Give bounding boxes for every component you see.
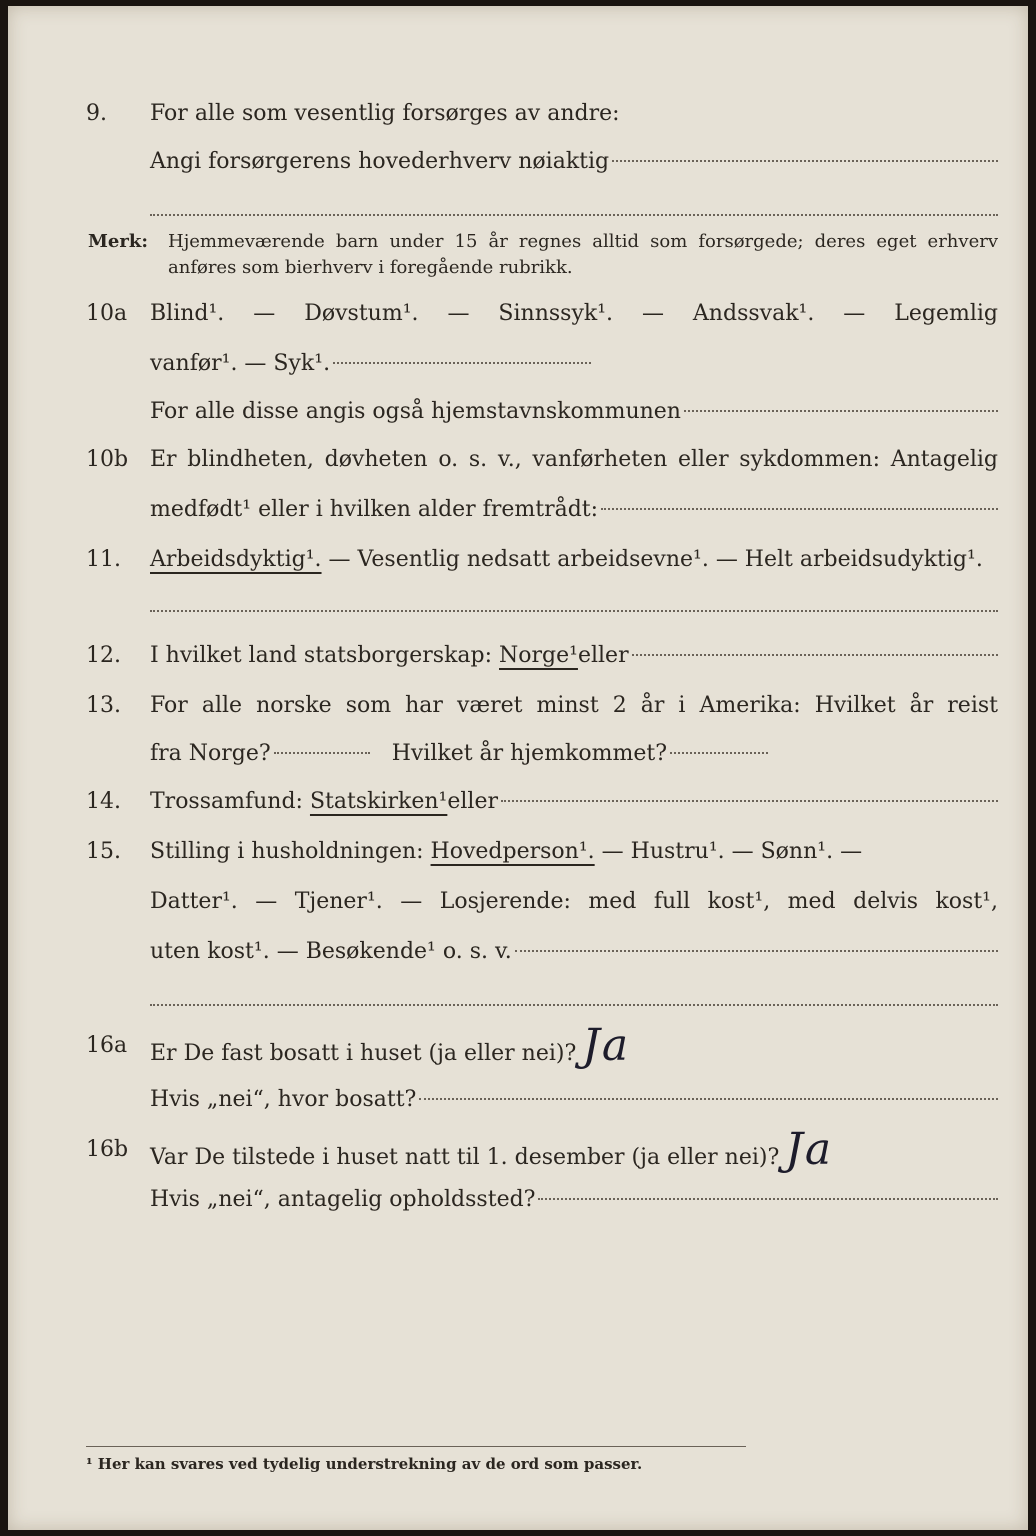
q15-line3	[0, 932, 1036, 976]
q16a-subprompt: Hvis „nei“, hvor bosatt?	[150, 1087, 417, 1112]
q14-selected-option[interactable]: Statskirken¹	[309, 789, 448, 814]
footnote-divider	[86, 1446, 746, 1447]
q9-number: 9.	[86, 101, 107, 126]
q13-left-prompt: fra Norge?	[150, 741, 271, 766]
q15-number: 15.	[86, 839, 121, 864]
q14-answer-field[interactable]	[501, 800, 998, 802]
q15-selected-option[interactable]: Hovedperson¹.	[430, 839, 595, 864]
q10b-number: 10b	[86, 447, 129, 472]
q15-line1	[0, 832, 1036, 876]
q16a-line1	[0, 1020, 1036, 1071]
q14-line	[0, 782, 1036, 826]
q12-number: 12.	[86, 643, 121, 668]
merk-text-1: Hjemmeværende barn under 15 år regnes alltid som forsørgede; deres eget erhverv	[168, 231, 998, 252]
q11-line	[0, 540, 1036, 584]
q13-number: 13.	[86, 693, 121, 718]
q13-left-field[interactable]	[274, 752, 370, 754]
q9-line1	[0, 94, 1036, 138]
q9-answer-field[interactable]	[612, 160, 998, 162]
q10a-options-2: vanfør¹. — Syk¹.	[150, 351, 331, 376]
q13-right-prompt: Hvilket år hjemkommet?	[391, 741, 668, 766]
q12-else: eller	[577, 643, 629, 668]
q13-prompt: For alle norske som har været minst 2 år i Amerika: Hvilket år reist	[150, 693, 998, 718]
q16a-answer-field[interactable]	[419, 1098, 998, 1100]
q16b-line1	[0, 1124, 1036, 1175]
q12-selected-option[interactable]: Norge¹	[499, 643, 578, 668]
q9-prompt: For alle som vesentlig forsørges av andre:	[150, 101, 620, 126]
q15-extra-answer-line[interactable]	[150, 1004, 998, 1006]
q10b-line1	[0, 440, 1036, 484]
q9-extra-answer-line[interactable]	[150, 214, 998, 216]
q10b-prompt-2: medfødt¹ eller i hvilken alder fremtrådt:	[150, 497, 599, 522]
q10a-answer-field[interactable]	[333, 362, 591, 364]
q16a-number: 16a	[86, 1033, 128, 1058]
q12-line	[0, 636, 1036, 680]
q10a-options: Blind¹. — Døvstum¹. — Sinnssyk¹. — Andssvak¹. — Legemlig	[150, 301, 998, 326]
q11-number: 11.	[86, 547, 121, 572]
q10a-line1	[0, 294, 1036, 338]
q15-options-2[interactable]: Datter¹. — Tjener¹. — Losjerende: med full kost¹, med delvis kost¹,	[150, 889, 998, 914]
q16b-line2	[0, 1180, 1036, 1224]
q16a-prompt: Er De fast bosatt i huset (ja eller nei)?	[150, 1041, 577, 1066]
q15-line2	[0, 882, 1036, 926]
q16b-subprompt: Hvis „nei“, antagelig opholdssted?	[150, 1187, 536, 1212]
q10a-hometown-field[interactable]	[684, 410, 998, 412]
q16a-line2	[0, 1080, 1036, 1124]
footnote: ¹ Her kan svares ved tydelig understrekning av de ord som passer.	[86, 1455, 643, 1473]
merk-text-2: anføres som bierhverv i foregående rubrikk.	[168, 257, 573, 278]
q16b-prompt: Var De tilstede i huset natt til 1. desember (ja eller nei)?	[150, 1145, 780, 1170]
q16b-handwritten-answer: Ja	[785, 1124, 834, 1175]
q12-answer-field[interactable]	[632, 654, 998, 656]
q15-answer-field[interactable]	[515, 950, 998, 952]
q9-line2	[0, 142, 1036, 186]
q10b-line2	[0, 490, 1036, 534]
q16b-answer-field[interactable]	[538, 1198, 998, 1200]
q15-prompt: Stilling i husholdningen:	[150, 839, 431, 864]
q10a-hometown-prompt: For alle disse angis også hjemstavnskommunen	[150, 399, 681, 424]
q9-subprompt: Angi forsørgerens hovederhverv nøiaktig	[150, 149, 610, 174]
q13-line1	[0, 686, 1036, 730]
q10b-answer-field[interactable]	[601, 508, 998, 510]
q11-answer-line[interactable]	[150, 610, 998, 612]
q10a-line3	[0, 392, 1036, 436]
q14-number: 14.	[86, 789, 121, 814]
q13-line2	[0, 734, 1036, 778]
q10b-prompt: Er blindheten, døvheten o. s. v., vanførheten eller sykdommen: Antagelig	[150, 447, 998, 472]
merk-line2	[0, 254, 1036, 298]
q16a-handwritten-answer: Ja	[582, 1020, 631, 1071]
q15-options-3[interactable]: uten kost¹. — Besøkende¹ o. s. v.	[150, 939, 512, 964]
q12-prompt: I hvilket land statsborgerskap:	[150, 643, 493, 668]
q10a-number: 10a	[86, 301, 128, 326]
q14-prompt: Trossamfund:	[150, 789, 303, 814]
q11-other-options[interactable]: — Vesentlig nedsatt arbeidsevne¹. — Helt arbeidsudyktig¹.	[321, 547, 983, 572]
q10a-line2	[0, 344, 1036, 388]
q13-right-field[interactable]	[670, 752, 768, 754]
q14-else: eller	[447, 789, 498, 814]
q15-other-options[interactable]: — Hustru¹. — Sønn¹. —	[594, 839, 863, 864]
merk-label: Merk:	[88, 231, 148, 252]
q11-selected-option[interactable]: Arbeidsdyktig¹.	[150, 547, 322, 572]
q16b-number: 16b	[86, 1137, 129, 1162]
